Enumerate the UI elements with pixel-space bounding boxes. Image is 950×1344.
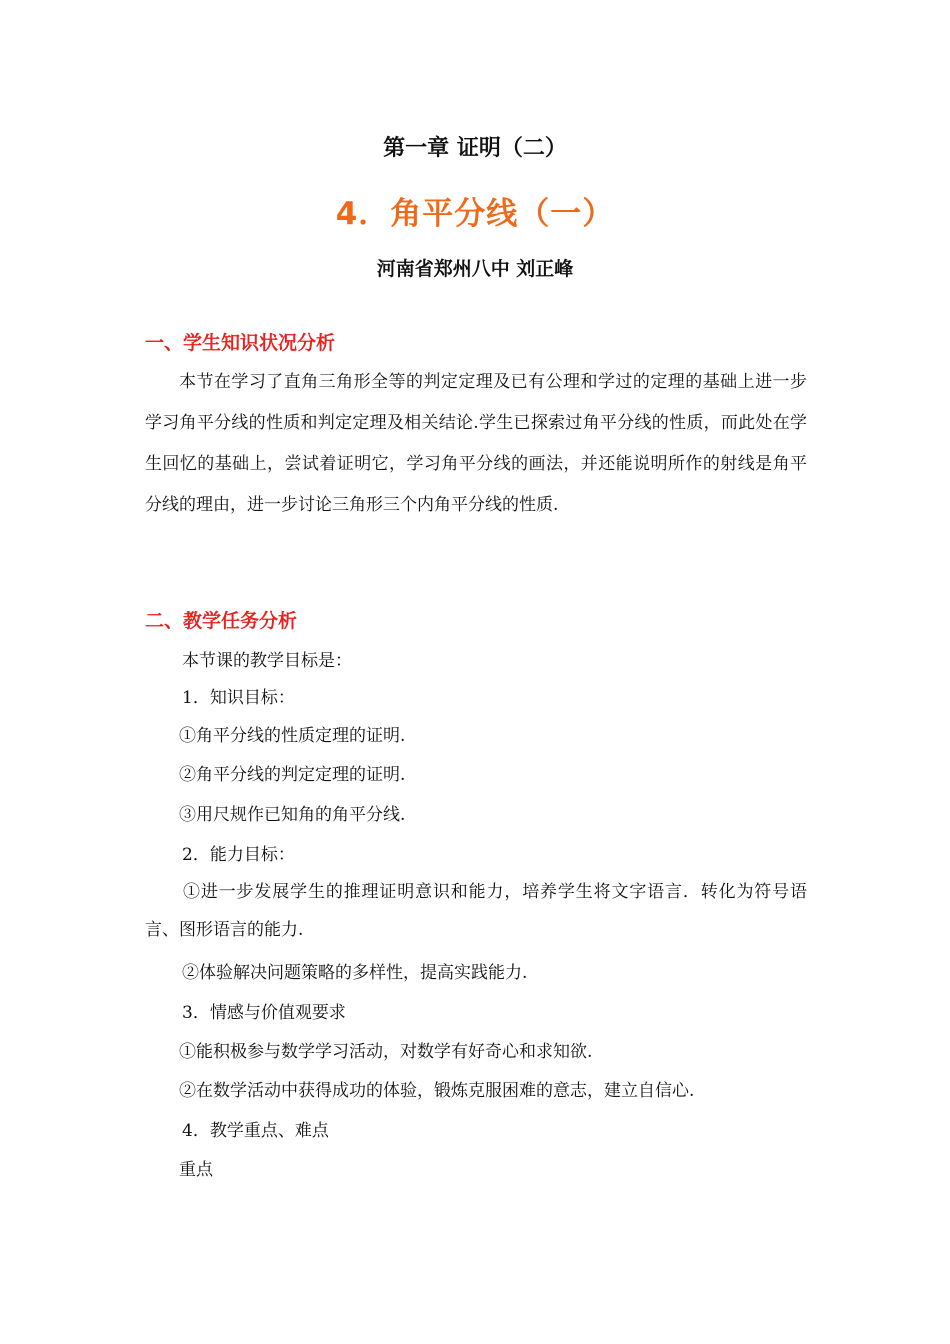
emotion-goal-item: ①能积极参与数学学习活动，对数学有好奇心和求知欲. bbox=[179, 1042, 593, 1062]
section-heading-student-analysis: 一、学生知识状况分析 bbox=[145, 332, 336, 354]
section-heading-task-analysis: 二、教学任务分析 bbox=[145, 610, 298, 632]
author-line: 河南省郑州八中 刘正峰 bbox=[376, 258, 574, 280]
ability-goal-item: ②体验解决问题策略的多样性，提高实践能力. bbox=[182, 963, 528, 983]
chapter-title: 第一章 证明（二） bbox=[383, 136, 567, 161]
knowledge-goal-item: ③用尺规作已知角的角平分线. bbox=[179, 805, 406, 825]
knowledge-goal-item: ②角平分线的判定定理的证明. bbox=[179, 765, 406, 785]
knowledge-goal-item: ①角平分线的性质定理的证明. bbox=[179, 726, 406, 746]
knowledge-goal-title: 1．知识目标： bbox=[182, 688, 295, 708]
ability-goal-title: 2．能力目标： bbox=[182, 845, 295, 865]
lesson-title: 4．角平分线（一） bbox=[335, 196, 615, 232]
emotion-goal-item: ②在数学活动中获得成功的体验，锻炼克服困难的意志，建立自信心. bbox=[179, 1081, 695, 1101]
student-analysis-paragraph: 本节在学习了直角三角形全等的判定定理及已有公理和学过的定理的基础上进一步学习角平分线的性质和判定定理及相关结论.学生已探索过角平分线的性质，而此处在学生回忆的基础上，尝试着证明它，学习角平分线的画法，并还能说明所作的射线是角平分线的理由，进一步讨论三角形三个内角平分线的性质. bbox=[145, 372, 807, 515]
ability-goal-item: ①进一步发展学生的推理证明意识和能力，培养学生将文字语言．转化为符号语言、图形语言的能力. bbox=[145, 882, 807, 940]
emotion-goal-title: 3．情感与价值观要求 bbox=[182, 1003, 346, 1023]
key-points-title: 4．教学重点、难点 bbox=[182, 1121, 329, 1141]
key-point-label: 重点 bbox=[179, 1160, 213, 1180]
goals-intro: 本节课的教学目标是： bbox=[182, 651, 352, 671]
